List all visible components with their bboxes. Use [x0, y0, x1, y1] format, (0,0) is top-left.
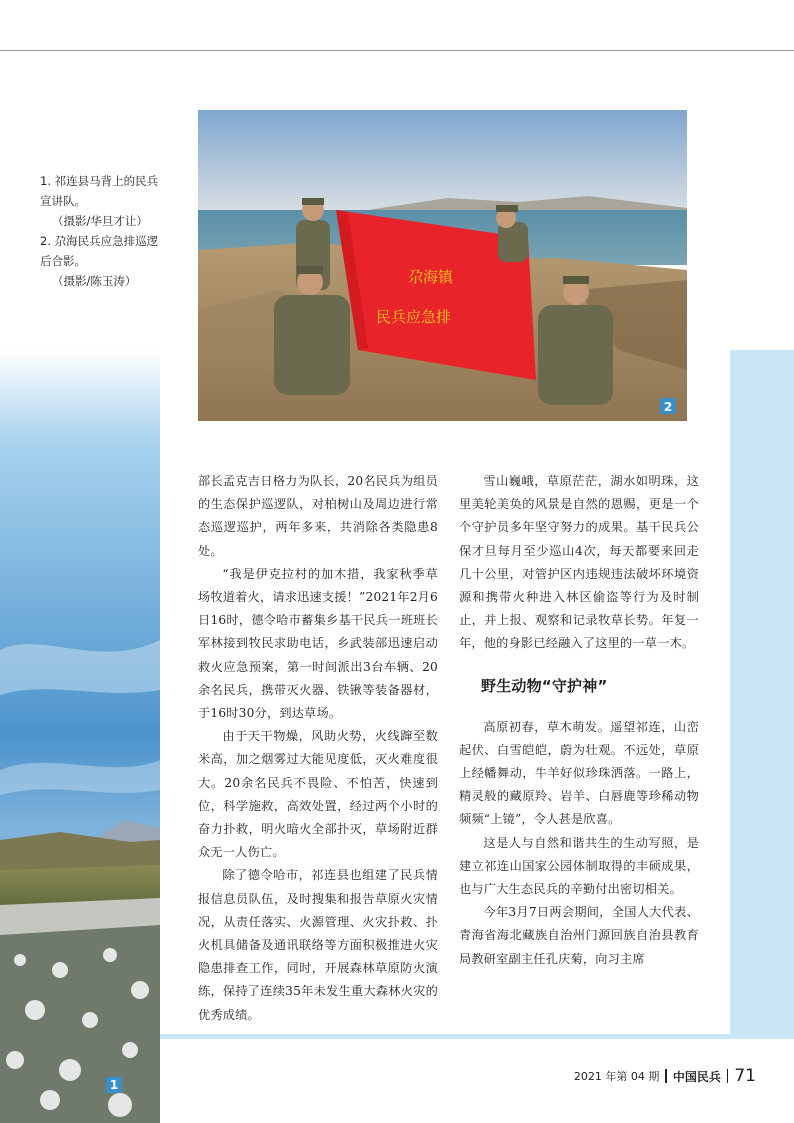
banner-text-line-1: 尕海镇: [408, 268, 454, 286]
caption-credit-2: （摄影/陈玉涛）: [52, 274, 137, 288]
photo-2-badge: 2: [663, 400, 673, 414]
caption-line-2: 2. 尕海民兵应急排巡逻后合影。: [40, 234, 159, 268]
paragraph: 部长孟克吉日格力为队长，20名民兵为组员的生态保护巡逻队，对柏树山及周边进行常态巡逻巡护，两年多来，共消除各类隐患8处。: [198, 474, 438, 558]
footer-divider: [665, 1069, 667, 1083]
paragraph: 这是人与自然和谐共生的生动写照，是建立祁连山国家公园体制取得的丰硕成果，也与广大生态民兵的辛勤付出密切相关。: [459, 835, 699, 897]
article-column-left: [198, 470, 438, 1027]
photo-militia-team: [198, 110, 687, 421]
decorative-band-right: [730, 350, 794, 1035]
caption-credit-1: （摄影/华旦才让）: [52, 214, 148, 228]
photo-caption: [40, 171, 160, 291]
section-heading: 野生动物“守护神”: [481, 676, 608, 695]
banner-text-line-2: 民兵应急排: [376, 308, 452, 326]
header-rule: [0, 50, 794, 51]
magazine-name: 中国民兵: [672, 1069, 721, 1084]
paragraph: 除了德令哈市，祁连县也组建了民兵情报信息员队伍，及时搜集和报告草原火灾情况，从责任落实、火源管理、火灾扑救、扑火机具储备及通讯联络等方面积极推进火灾隐患排查工作，同时，开展森林草原防火演练，保持了连续35年未发生重大森林火灾的优秀成绩。: [198, 868, 438, 1022]
caption-line-1: 1. 祁连县马背上的民兵宣讲队。: [40, 174, 159, 208]
paragraph: 今年3月7日两会期间，全国人大代表、青海省海北藏族自治州门源回族自治县教育局教研室副主任孔庆菊，向习主席: [459, 905, 699, 966]
decorative-band-bottom: [160, 1034, 794, 1039]
paragraph: “我是伊克拉村的加木措，我家秋季草场牧道着火，请求迅速支援！”2021年2月6日16时，德令哈市蓄集乡基干民兵一班班长军林接到牧民求助电话，乡武装部迅速启动救火应急预案，第一时间派出3台车辆、20余名民兵，携带灭火器、铁锹等装备器材，于16时30分，到达草场。: [198, 566, 438, 721]
photo-mountain-landscape: [0, 350, 160, 1123]
paragraph: 高原初春，草木萌发。遥望祁连，山峦起伏、白雪皑皑，蔚为壮观。不远处，草原上经幡舞动，牛羊好似珍珠洒落。一路上，精灵般的藏原羚、岩羊、白唇鹿等珍稀动物频频“上镜”，令人甚是欣喜。: [459, 719, 699, 827]
issue-label: 2021 年第 04 期: [573, 1070, 660, 1083]
photo-1-badge: 1: [106, 1077, 122, 1093]
page-footer: [574, 1066, 756, 1086]
paragraph: 雪山巍峨，草原茫茫，湖水如明珠，这里美轮美奂的风景是自然的恩赐，更是一个个守护员多年坚守努力的成果。基干民兵公保才旦每月至少巡山4次，每天都要来回走几十公里，对管护区内违规违法破坏环境资源和携带火种进入林区偷盗等行为及时制止，并上报、观察和记录牧草长势。年复一年，他的身影已经融入了这里的一草一木。: [459, 474, 699, 651]
page-number: 71: [734, 1066, 756, 1086]
footer-divider: [727, 1069, 729, 1083]
article-column-right: [459, 470, 699, 971]
paragraph: 由于天干物燥，风助火势，火线蹿至数米高，加之烟雾过大能见度低，灭火难度很大。20余名民兵不畏险、不怕苦，快速到位，科学施救，高效处置，经过两个小时的奋力扑救，明火暗火全部扑灭，草场附近群众无一人伤亡。: [198, 729, 438, 860]
